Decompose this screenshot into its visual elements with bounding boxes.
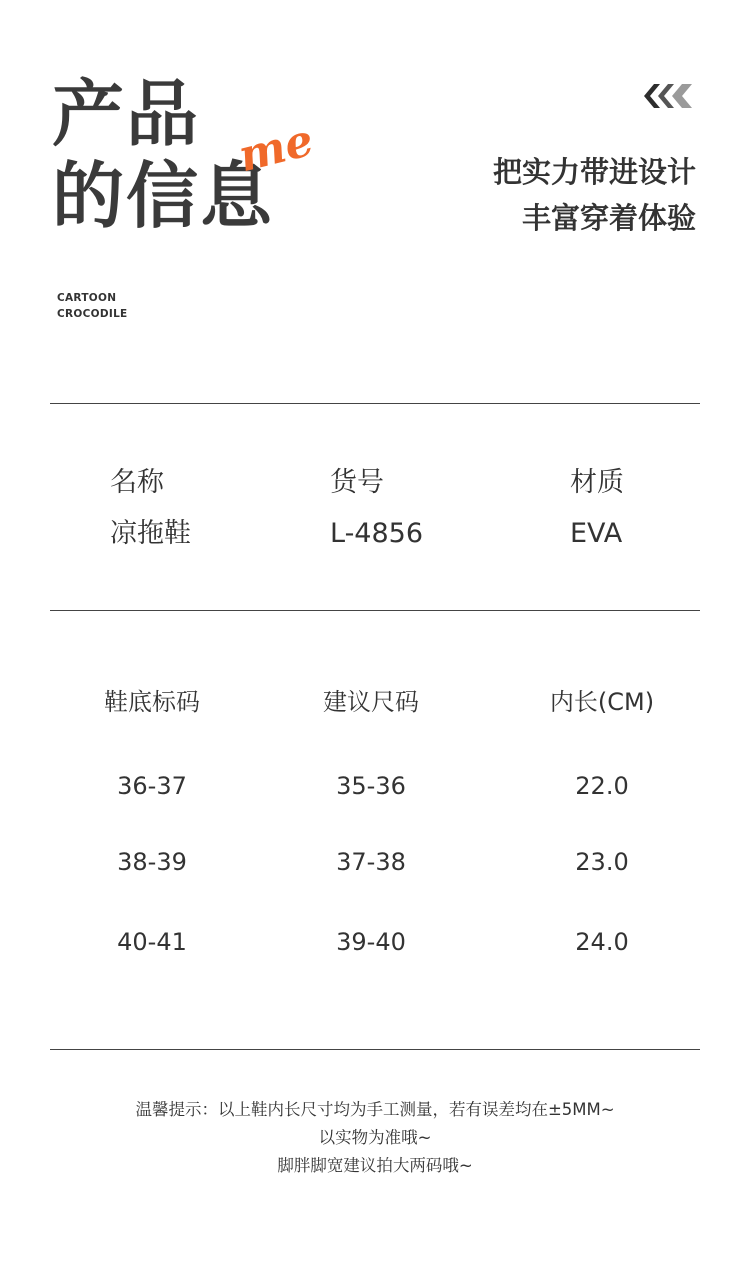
- size-table-header: 鞋底标码: [104, 688, 200, 716]
- table-cell: 36-37: [117, 772, 187, 800]
- table-cell: 38-39: [117, 848, 187, 876]
- size-table-header: 内长(CM): [549, 688, 655, 716]
- note-line3: 脚胖脚宽建议拍大两码哦~: [277, 1156, 473, 1175]
- slogan-line2: 丰富穿着体验: [521, 201, 696, 235]
- brand-name-line2: CROCODILE: [57, 308, 128, 320]
- divider-middle: [50, 610, 700, 611]
- table-cell: 37-38: [336, 848, 406, 876]
- title-accent-text: me: [233, 114, 319, 183]
- product-material-value: EVA: [570, 518, 623, 549]
- table-cell: 39-40: [336, 928, 406, 956]
- product-name-value: 凉拖鞋: [110, 518, 191, 549]
- table-cell: 22.0: [575, 772, 629, 800]
- page-title-line1: 产品: [52, 72, 201, 156]
- note-line1: 温馨提示：以上鞋内长尺寸均为手工测量，若有误差均在±5MM~: [135, 1100, 615, 1119]
- product-name-header: 名称: [110, 467, 164, 498]
- product-code-value: L-4856: [330, 518, 424, 549]
- size-table-header: 建议尺码: [323, 688, 419, 716]
- product-code-header: 货号: [330, 467, 384, 498]
- table-cell: 24.0: [575, 928, 629, 956]
- slogan-line1: 把实力带进设计: [492, 155, 696, 189]
- brand-name-line1: CARTOON: [57, 292, 117, 304]
- page-title-line2: 的信息: [52, 154, 275, 238]
- table-cell: 23.0: [575, 848, 629, 876]
- divider-top: [50, 403, 700, 404]
- product-material-header: 材质: [570, 467, 624, 498]
- note-line2: 以实物为准哦~: [318, 1128, 432, 1147]
- table-cell: 35-36: [336, 772, 406, 800]
- divider-bottom: [50, 1049, 700, 1050]
- triple-chevron-left-icon: [640, 80, 698, 112]
- table-cell: 40-41: [117, 928, 187, 956]
